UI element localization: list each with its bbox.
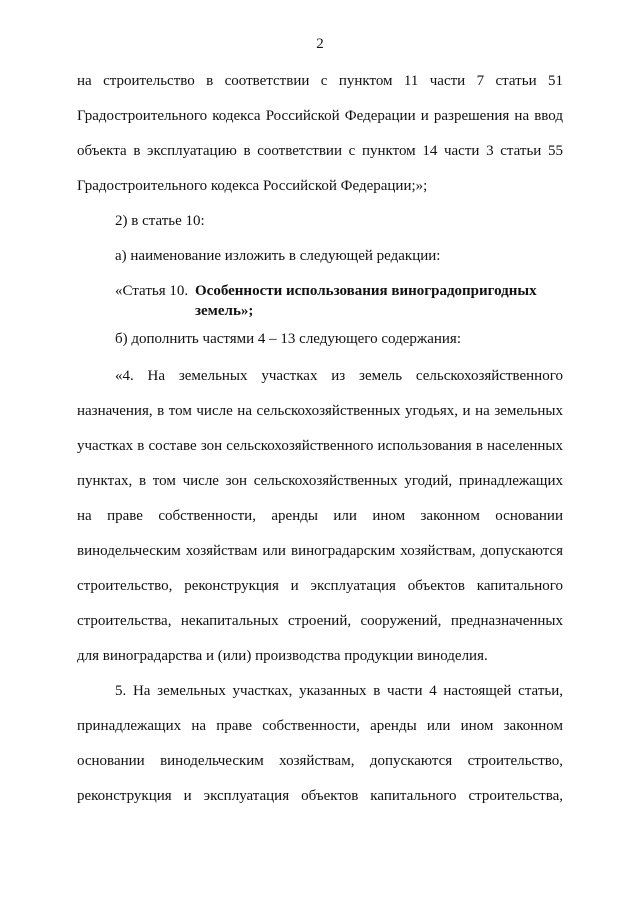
text-line: принадлежащих на праве собственности, аренды или ином законном	[77, 718, 563, 734]
text-line: основании винодельческим хозяйствам, допускаются строительство,	[77, 753, 563, 769]
page-number: 2	[316, 36, 324, 52]
text-line: строительство, реконструкция и эксплуатация объектов капитального	[77, 578, 563, 594]
text-line: Градостроительного кодекса Российской Федерации и разрешения на ввод	[77, 108, 563, 124]
text-line: строительства, некапитальных строений, сооружений, предназначенных	[77, 613, 563, 629]
article-title-line-2: земель»;	[195, 303, 254, 319]
text-line: объекта в эксплуатацию в соответствии с пунктом 14 части 3 статьи 55	[77, 143, 563, 159]
text-line: назначения, в том числе на сельскохозяйственных угодьях, и на земельных	[77, 403, 563, 419]
text-line: на строительство в соответствии с пунктом 11 части 7 статьи 51	[77, 73, 563, 89]
item-2-line: 2) в статье 10:	[115, 213, 205, 229]
text-line: 5. На земельных участках, указанных в части 4 настоящей статьи,	[115, 683, 563, 699]
text-line: на праве собственности, аренды или ином законном основании	[77, 508, 563, 524]
item-a-line: а) наименование изложить в следующей редакции:	[115, 248, 441, 264]
text-line: Градостроительного кодекса Российской Федерации;»;	[77, 178, 428, 194]
text-line: «4. На земельных участках из земель сельскохозяйственного	[115, 368, 563, 384]
text-line: винодельческим хозяйствам или виноградарским хозяйствам, допускаются	[77, 543, 563, 559]
text-line: участках в составе зон сельскохозяйственного использования в населенных	[77, 438, 563, 454]
item-b-line: б) дополнить частями 4 – 13 следующего содержания:	[115, 331, 461, 347]
article-heading	[115, 281, 575, 321]
text-line: для виноградарства и (или) производства продукции виноделия.	[77, 648, 488, 664]
text-line: реконструкция и эксплуатация объектов капитального строительства,	[77, 788, 563, 804]
article-number: «Статья 10.	[115, 283, 189, 299]
text-line: пунктах, в том числе зон сельскохозяйственных угодий, принадлежащих	[77, 473, 563, 489]
article-title-line-1: Особенности использования виноградопригодных	[195, 283, 537, 299]
article-title	[195, 281, 561, 321]
